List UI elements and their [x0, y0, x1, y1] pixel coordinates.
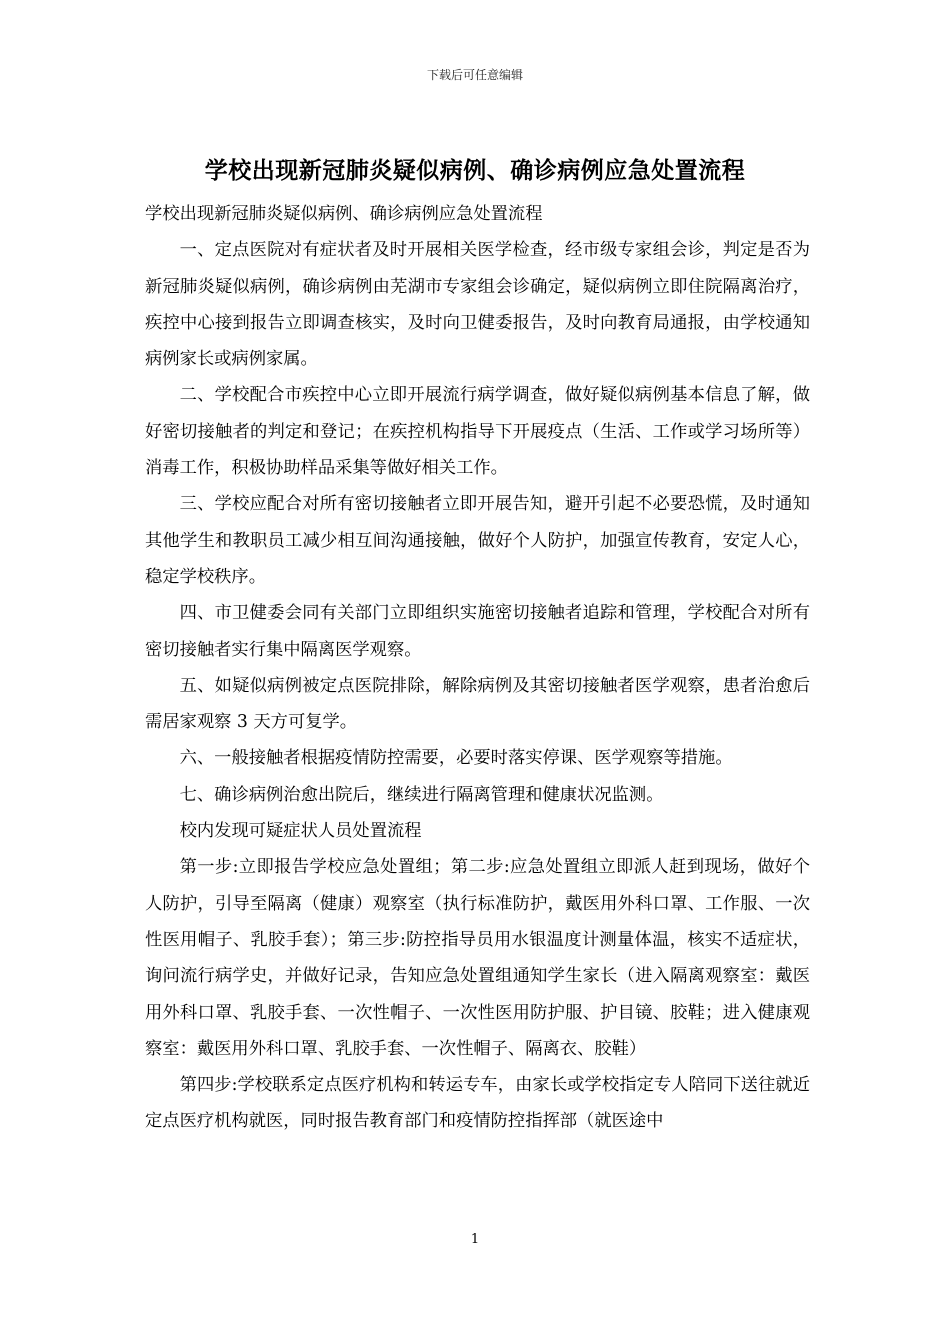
paragraph-7: 七、确诊病例治愈出院后，继续进行隔离管理和健康状况监测。: [179, 784, 664, 805]
document-title: 学校出现新冠肺炎疑似病例、确诊病例应急处置流程: [204, 157, 746, 184]
paragraph-3: 三、学校应配合对所有密切接触者立即开展告知，避开引起不必要恐慌，及时通知其他学生和教职员工减少相互间沟通接触，做好个人防护，加强宣传教育，安定人心，稳定学校秩序。: [145, 494, 810, 587]
document-body: [145, 196, 810, 1140]
paragraph-4: 四、市卫健委会同有关部门立即组织实施密切接触者追踪和管理，学校配合对所有密切接触者实行集中隔离医学观察。: [145, 603, 810, 660]
page-number: 1: [470, 1232, 480, 1247]
paragraph-steps-1-3: 第一步:立即报告学校应急处置组；第二步:应急处置组立即派人赶到现场，做好个人防护，引导至隔离（健康）观察室（执行标准防护，戴医用外科口罩、工作服、一次性医用帽子、乳胶手套）；第三步:防控指导员用水银温度计测量体温，核实不适症状，询问流行病学史，并做好记录，告知应急处置组通知学生家长（进入隔离观察室：戴医用外科口罩、乳胶手套、一次性帽子、一次性医用防护服、护目镜、胶鞋；进入健康观察室：戴医用外科口罩、乳胶手套、一次性帽子、隔离衣、胶鞋）: [145, 857, 810, 1059]
paragraph-5: 五、如疑似病例被定点医院排除，解除病例及其密切接触者医学观察，患者治愈后需居家观察 3 天方可复学。: [145, 675, 810, 733]
paragraph-6: 六、一般接触者根据疫情防控需要，必要时落实停课、医学观察等措施。: [179, 748, 733, 769]
paragraph-2: 二、学校配合市疾控中心立即开展流行病学调查，做好疑似病例基本信息了解，做好密切接触者的判定和登记；在疾控机构指导下开展疫点（生活、工作或学习场所等）消毒工作，积极协助样品采集等做好相关工作。: [145, 385, 810, 479]
header-note: 下载后可任意编辑: [426, 68, 523, 82]
paragraph-1: 一、定点医院对有症状者及时开展相关医学检查，经市级专家组会诊，判定是否为新冠肺炎疑似病例，确诊病例由芜湖市专家组会诊确定，疑似病例立即住院隔离治疗，疾控中心接到报告立即调查核实，及时向卫健委报告，及时向教育局通报，由学校通知病例家长或病例家属。: [145, 240, 810, 370]
paragraph-subtitle: 学校出现新冠肺炎疑似病例、确诊病例应急处置流程: [145, 204, 543, 224]
paragraph-step-4: 第四步:学校联系定点医疗机构和转运专车，由家长或学校指定专人陪同下送往就近定点医疗机构就医，同时报告教育部门和疫情防控指挥部（就医途中: [145, 1075, 810, 1132]
section-heading: 校内发现可疑症状人员处置流程: [179, 821, 422, 842]
